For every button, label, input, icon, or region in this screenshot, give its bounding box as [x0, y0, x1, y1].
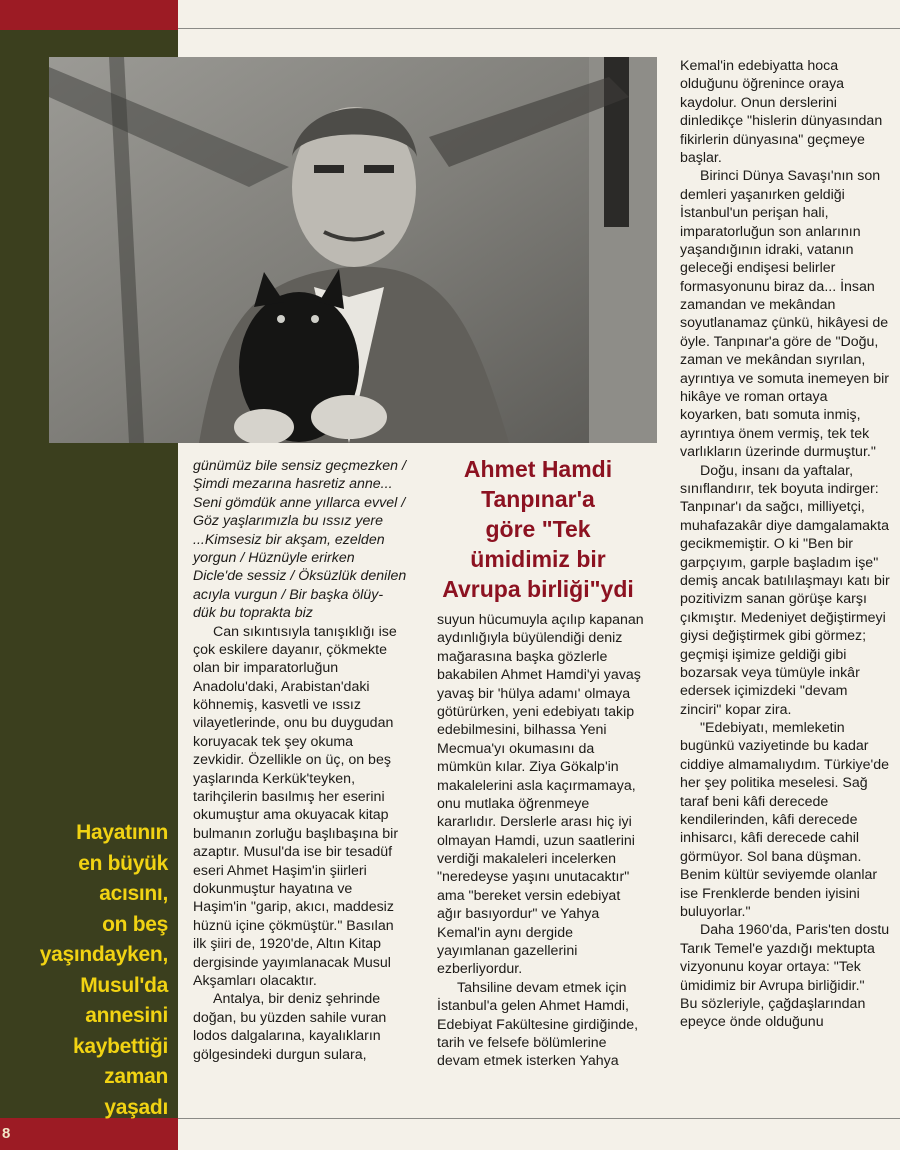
text-line: ...Kimsesiz bir akşam, ezelden: [193, 531, 385, 548]
text-line: dük bu toprakta biz: [193, 605, 313, 622]
text-line: giysi değiştirmek gibi görmez;: [680, 628, 867, 645]
text-line: Mecmua'yı okumasını da: [437, 740, 595, 757]
pullquote-line: en büyük: [78, 851, 168, 875]
text-line: bugünkü vaziyetinde bu kadar: [680, 738, 869, 755]
text-line: çok eskilere dayanır, çökmekte: [193, 641, 387, 658]
text-line: vilayetlerinde, onu bu duygudan: [193, 715, 394, 732]
text-line: vizyonunu koyar ortaya: "Tek: [680, 959, 861, 976]
top-rule: [178, 28, 900, 29]
text-line: Göz yaşlarımızla bu ıssız yere: [193, 513, 384, 530]
pullquote-line: on beş: [102, 912, 168, 936]
text-line: dinledikçe "hislerin dünyasından: [680, 113, 883, 130]
text-line: garpçıyım, garple başladım işe": [680, 554, 879, 571]
text-line: inhisarcı, kâfi derecede cahil: [680, 830, 860, 847]
text-line: gölgesindeki durgun sulara,: [193, 1046, 367, 1063]
text-line: edersek içimizdeki "devam: [680, 683, 848, 700]
text-line: acıyla vurgun / Bir başka ölüy-: [193, 586, 384, 603]
pullquote-line: yaşadı: [104, 1095, 168, 1119]
text-line: demleri yaşanırken geldiği: [680, 186, 845, 203]
text-line: demiş ancak batılılaşmayı katı bir: [680, 572, 890, 589]
text-line: Daha 1960'da, Paris'ten dostu: [700, 922, 890, 939]
text-line: yorgun / Hüznüyle erirken: [193, 549, 355, 566]
text-line: "neredeyse yaşını unutacaktır": [437, 869, 630, 886]
text-line: ayrıntıya ve somuta inemeyen bir: [680, 370, 889, 387]
text-line: zevkidir. Özellikle on üç, on beş: [193, 752, 391, 769]
text-line: öyle. Tanpınar'a göre de "Doğu,: [680, 333, 879, 350]
text-line: muhafazakâr diye damgalamakta: [680, 517, 889, 534]
text-line: kaydolur. Onun derslerini: [680, 94, 837, 111]
top-red-tab: [0, 0, 178, 30]
text-line: mümkün kılar. Ziya Gökalp'in: [437, 759, 619, 776]
text-line: eseri Ahmet Haşim'in şiirleri: [193, 862, 367, 879]
pullquote-line: acısını,: [99, 882, 168, 905]
text-line: aydınlığıyla büyülendiği deniz: [437, 630, 623, 647]
text-line: Edebiyat Fakültesine girdiğinde,: [437, 1016, 639, 1033]
text-column-1: [193, 457, 405, 1064]
text-line: ümidimiz bir Avrupa birliğidir.": [680, 977, 865, 994]
text-line: günümüz bile sensiz geçmezken /: [193, 458, 406, 474]
text-line: ilk şiiri de, 1920'de, Altın Kitap: [193, 936, 382, 953]
text-line: yaşlarında Kerkük'teyken,: [193, 770, 356, 787]
text-line: devam etmek isterken Yahya: [437, 1053, 619, 1070]
text-line: Can sıkıntısıyla tanışıklığı ise: [213, 623, 397, 640]
article-headline: [430, 454, 646, 604]
text-line: soyutlanamaz çünkü, hikâyesi de: [680, 315, 889, 332]
text-line: mağarasına başka gözlerle: [437, 648, 608, 665]
text-line: İstanbul'un perişan hali,: [680, 205, 829, 222]
text-line: Birinci Dünya Savaşı'nın son: [700, 168, 881, 185]
text-line: gecikmemiştir. O ki "Ben bir: [680, 536, 853, 553]
text-line: dergisinde yayımlanacak Musul: [193, 954, 391, 971]
text-line: taraf beni kâfi derecede: [680, 793, 829, 810]
text-line: ciddiye almamalıydım. Türkiye'de: [680, 756, 890, 773]
text-line: olmayan Hamdi, uzun saatlerini: [437, 832, 635, 849]
text-line: yayımlanan gazellerini: [437, 943, 578, 960]
text-line: geçmişi işimize geldiği gibi: [680, 646, 847, 663]
headline-line: Avrupa birliği"ydi: [442, 576, 634, 602]
pullquote-line: kaybettiği: [72, 1034, 168, 1058]
pullquote-line: yaşındayken,: [39, 943, 168, 966]
headline-line: göre "Tek: [485, 516, 591, 542]
text-line: bozarsak veya tümüyle inkâr: [680, 664, 860, 681]
text-line: Kemal'in edebiyatta hoca: [680, 58, 839, 74]
headline-line: ümidimiz bir: [470, 546, 606, 572]
text-line: Anadolu'daki, Arabistan'daki: [193, 678, 370, 695]
text-line: Tanpınar'ı da sağcı, milliyetçi,: [680, 499, 865, 516]
text-line: olan bir imparatorluğun: [193, 660, 339, 677]
text-line: zaman ve mekândan sıyrılan,: [680, 352, 866, 369]
text-line: lodos dalgalarına, kayalıkların: [193, 1028, 381, 1045]
pull-quote: [8, 818, 168, 1123]
text-line: yavaş bir 'hülya adamı' olmaya: [437, 685, 631, 702]
text-line: sınıflandırır, tek boyuta indirger:: [680, 480, 879, 497]
text-column-2: [437, 611, 649, 1071]
text-line: çıkmıştır. Medeniyet değiştirmeyi: [680, 609, 886, 626]
text-line: "Edebiyatı, memleketin: [700, 720, 845, 737]
pullquote-line: annesini: [85, 1004, 168, 1027]
pullquote-line: Musul'da: [80, 973, 168, 997]
text-line: Kemal'in aynı dergide: [437, 924, 573, 941]
text-line: imparatorluğun son anlarının: [680, 223, 861, 240]
text-line: kararlıdır. Derslerle arası hiç iyi: [437, 814, 632, 831]
text-line: hikâye ve roman ortaya: [680, 389, 828, 406]
text-line: olduğunu öğrenince oraya: [680, 76, 845, 93]
text-line: onu mutlaka öğrenmeye: [437, 795, 590, 812]
headline-line: Tanpınar'a: [481, 486, 595, 512]
text-line: Benim kültür seviyemde olanlar: [680, 867, 878, 884]
text-line: Akşamları olacaktır.: [193, 972, 317, 989]
text-line: Seni gömdük anne yıllarca evvel /: [193, 494, 406, 511]
text-line: verdiği makaleleri incelerken: [437, 851, 616, 868]
text-line: Tarık Temel'e yazdığı mektupta: [680, 940, 875, 957]
text-line: götürürken, yeni edebiyatı takip: [437, 703, 635, 720]
page-number: 8: [2, 1125, 11, 1142]
pullquote-line: Hayatının: [76, 821, 168, 844]
text-line: İstanbul'a gelen Ahmet Hamdi,: [437, 998, 629, 1015]
text-line: formasyonunu biraz da... İnsan: [680, 278, 875, 295]
text-line: köhnemiş, kasvetli ve ıssız: [193, 697, 361, 714]
text-line: hüznü içine çökmüştür." Basılan: [193, 917, 394, 934]
text-line: bakabilen Ahmet Hamdi'yi yavaş: [437, 667, 641, 684]
headline-line: Ahmet Hamdi: [463, 456, 613, 482]
text-line: dokunmuştur hayatına ve: [193, 880, 353, 897]
text-line: bulmanın zorluğu başlıbaşına bir: [193, 825, 399, 842]
text-line: koyarken, batı somuta inmiş,: [680, 407, 861, 424]
text-line: Dicle'de sessiz / Öksüzlük denilen: [193, 568, 407, 585]
text-line: görmüyor. Sol bana düşman.: [680, 848, 862, 865]
text-line: kendilerinden, kâfi derecede: [680, 812, 858, 829]
text-line: edebilmesini, bilhassa Yeni: [437, 722, 607, 739]
text-line: suyun hücumuyla açılıp kapanan: [437, 612, 644, 628]
bottom-rule: [178, 1118, 900, 1119]
text-line: Şimdi mezarına hasretiz anne...: [193, 476, 393, 493]
text-line: Antalya, bir deniz şehrinde: [213, 991, 381, 1008]
text-line: her şey politika meselesi. Sağ: [680, 775, 868, 792]
text-line: ezberliyordur.: [437, 961, 523, 978]
text-line: fikirlerin dünyasına" geçmeye: [680, 131, 865, 148]
text-line: doğan, bu yüzden sahile vuran: [193, 1009, 387, 1026]
pullquote-line: zaman: [104, 1065, 168, 1088]
text-line: azaptır. Musul'da ise bir tesadüf: [193, 844, 393, 861]
text-line: okumuştur ama okuyacak kitap: [193, 807, 389, 824]
text-line: makalelerini asla kaçırmamaya,: [437, 777, 636, 794]
text-line: başlar.: [680, 149, 722, 166]
text-column-3: [680, 57, 898, 1032]
text-line: zamandan ve mekândan: [680, 297, 836, 314]
text-line: Doğu, insanı da yaftalar,: [700, 462, 854, 479]
text-line: koruyacak tek şey okuma: [193, 733, 354, 750]
text-line: ayrıntıya önem vermiş, tek tek: [680, 425, 870, 442]
text-line: tarih ve felsefe bölümlerine: [437, 1034, 607, 1051]
text-line: zinciri" kopar zira.: [680, 701, 792, 718]
text-line: Bu sözleriyle, çağdaşlarından: [680, 995, 866, 1012]
portrait-photo: [49, 57, 657, 443]
text-line: ağır basıyordur" ve Yahya: [437, 906, 600, 923]
text-line: geleceği endişesi belirler: [680, 260, 836, 277]
text-line: Tahsiline devam etmek için: [457, 979, 627, 996]
text-line: yaşandığının idraki, vatanın: [680, 241, 854, 258]
text-line: pozitivizm sanan görüşe karşı: [680, 591, 867, 608]
text-line: epeyce önde olduğunu: [680, 1014, 824, 1031]
text-line: varlıkların üzerinde durmuştur.": [680, 444, 876, 461]
text-line: tarihçilerin basılmış her eserini: [193, 789, 385, 806]
text-line: ise Frenklerde benden iyisini: [680, 885, 860, 902]
text-line: buluyorlar.": [680, 903, 751, 920]
text-line: Haşim'in "garip, akıcı, maddesiz: [193, 899, 394, 916]
text-line: ama "bereket versin edebiyat: [437, 887, 621, 904]
